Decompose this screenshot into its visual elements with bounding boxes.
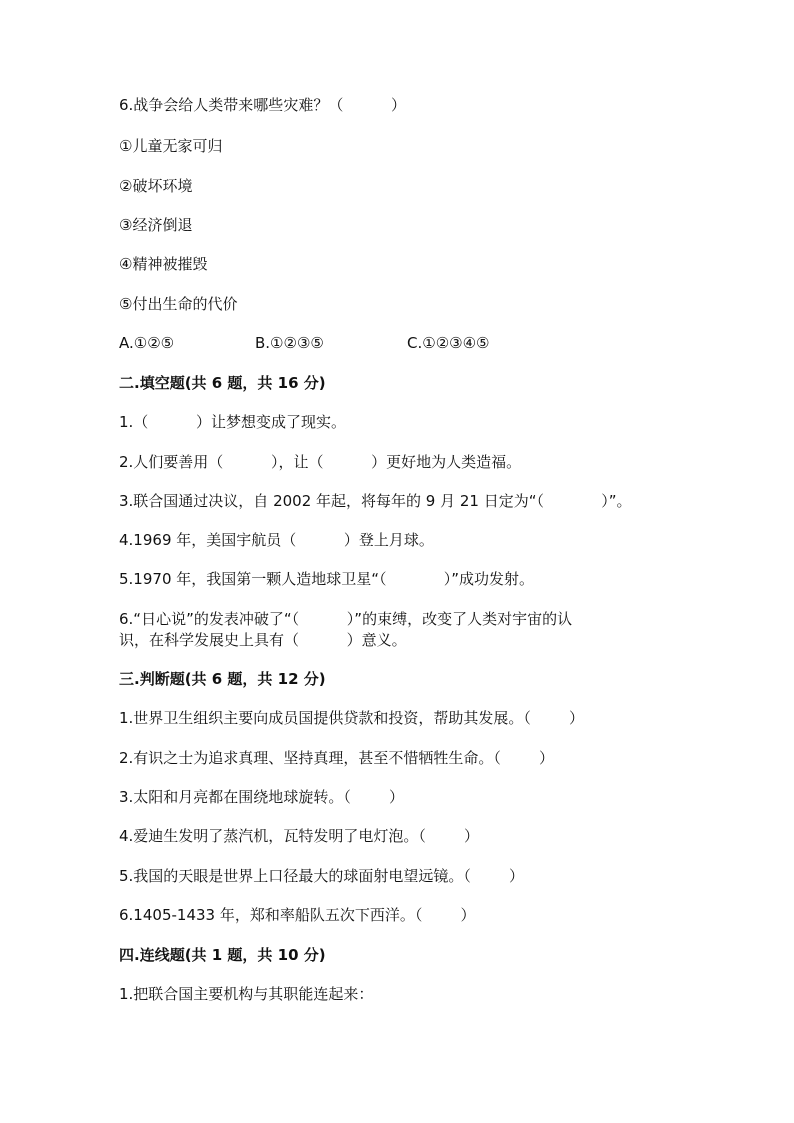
- fill-item-5: 5.1970 年，我国第一颗人造地球卫星“（ ）”成功发射。: [119, 570, 535, 588]
- option-a: A.①②⑤: [119, 334, 175, 352]
- option-c: C.①②③④⑤: [407, 334, 490, 352]
- q6-item-5: ⑤付出生命的代价: [119, 295, 238, 313]
- fill-item-4: 4.1969 年，美国宇航员（ ）登上月球。: [119, 531, 434, 549]
- match-item-1: 1.把联合国主要机构与其职能连起来：: [119, 985, 374, 1003]
- q6-item-4: ④精神被摧毁: [119, 255, 208, 273]
- judge-item-3: 3.太阳和月亮都在围绕地球旋转。（ ）: [119, 788, 404, 806]
- q6-item-2: ②破坏环境: [119, 177, 193, 195]
- judge-item-5: 5.我国的天眼是世界上口径最大的球面射电望远镜。（ ）: [119, 867, 524, 885]
- q6-item-1: ①儿童无家可归: [119, 137, 223, 155]
- judge-item-2: 2.有识之士为追求真理、坚持真理，甚至不惜牺牲生命。（ ）: [119, 749, 554, 767]
- option-b: B.①②③⑤: [255, 334, 324, 352]
- section-heading-matching: 四.连线题(共 1 题，共 10 分): [119, 946, 326, 964]
- judge-item-4: 4.爱迪生发明了蒸汽机，瓦特发明了电灯泡。（ ）: [119, 827, 479, 845]
- fill-item-3: 3.联合国通过决议，自 2002 年起，将每年的 9 月 21 日定为“（ ）”。: [119, 492, 632, 510]
- section-heading-fill-in: 二.填空题(共 6 题，共 16 分): [119, 374, 326, 392]
- q6-item-3: ③经济倒退: [119, 216, 193, 234]
- fill-item-1: 1.（ ）让梦想变成了现实。: [119, 413, 346, 431]
- fill-item-6-line1: 6.“日心说”的发表冲破了“（ ）”的束缚，改变了人类对宇宙的认: [119, 610, 573, 628]
- section-heading-true-false: 三.判断题(共 6 题，共 12 分): [119, 670, 326, 688]
- judge-item-6: 6.1405-1433 年，郑和率船队五次下西洋。（ ）: [119, 906, 476, 924]
- question-6: 6.战争会给人类带来哪些灾难？（ ）: [119, 96, 406, 114]
- q6-options: [119, 334, 679, 352]
- fill-item-6-line2: 识，在科学发展史上具有（ ）意义。: [119, 631, 407, 649]
- fill-item-2: 2.人们要善用（ ），让（ ）更好地为人类造福。: [119, 453, 522, 471]
- judge-item-1: 1.世界卫生组织主要向成员国提供贷款和投资，帮助其发展。（ ）: [119, 709, 584, 727]
